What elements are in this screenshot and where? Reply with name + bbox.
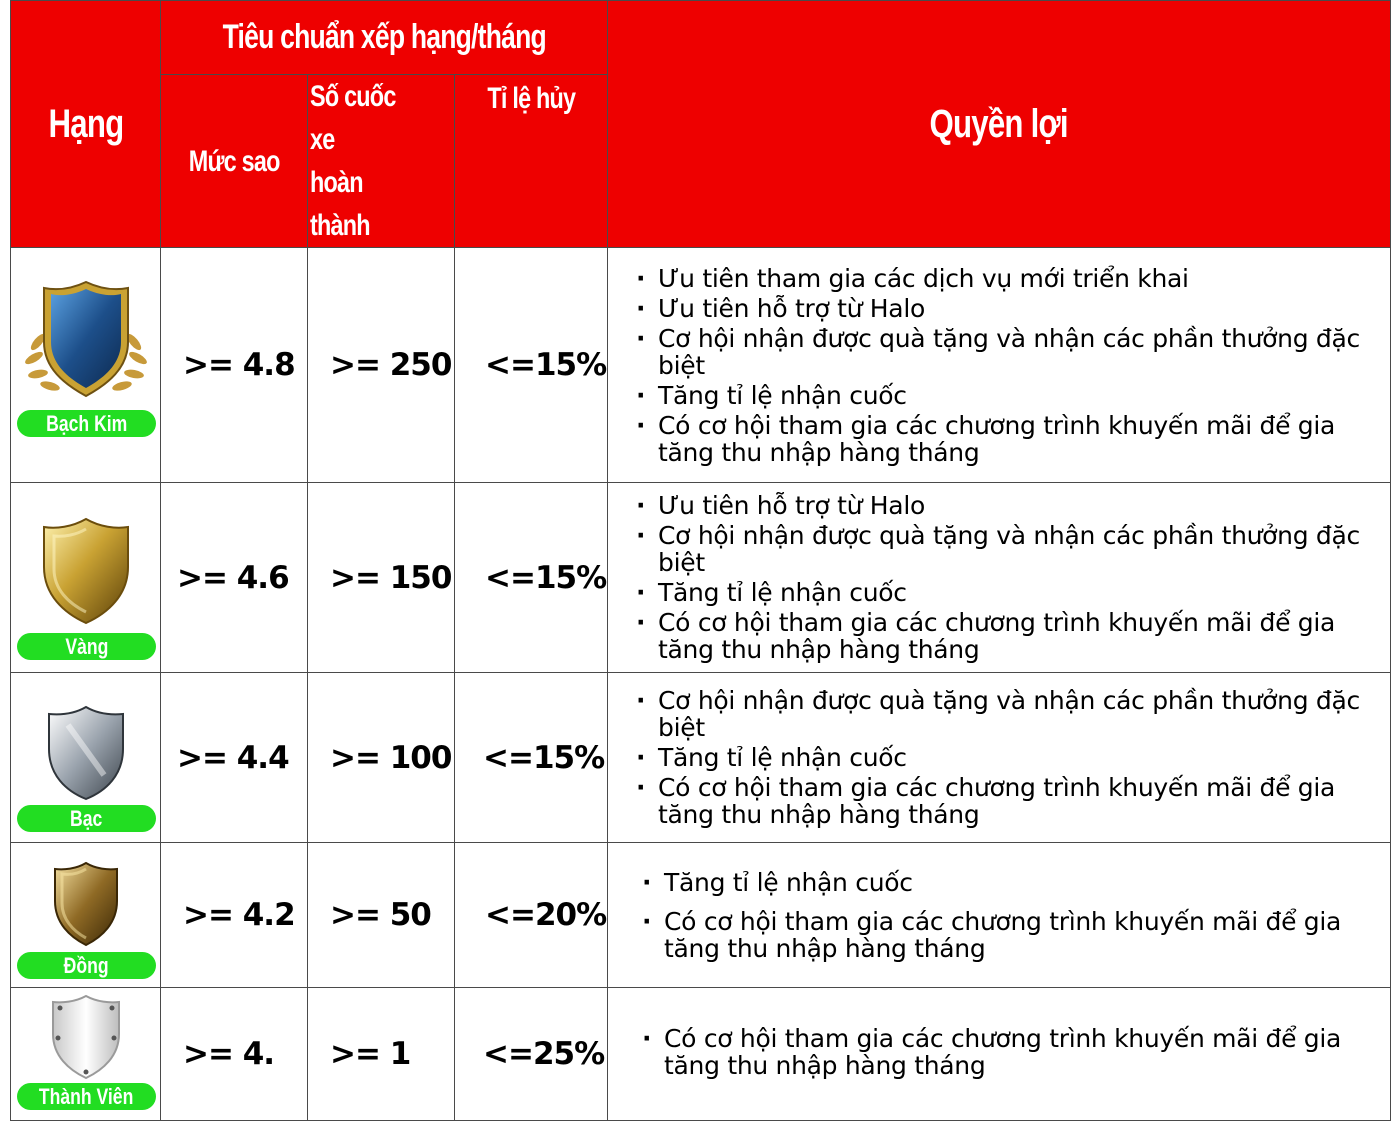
rides-value: >= 100 (308, 673, 455, 843)
benefit-item: · Tăng tỉ lệ nhận cuốc (642, 869, 1372, 896)
benefits-cell (608, 248, 1391, 483)
stars-value: >= 4.8 (161, 248, 308, 483)
stars-value: >= 4.4 (161, 673, 308, 843)
benefits-cell (608, 673, 1391, 843)
platinum-shield-icon (24, 280, 148, 400)
header-stars: Mức sao (161, 75, 308, 248)
table-row (11, 248, 1391, 483)
benefit-item: · Ưu tiên hỗ trợ từ Halo (636, 492, 1372, 519)
table-row (11, 483, 1391, 673)
tier-cell (11, 483, 161, 673)
benefit-item: · Tăng tỉ lệ nhận cuốc (636, 579, 1372, 606)
benefit-item: · Cơ hội nhận được quà tặng và nhận các phần thưởng đặc biệt (636, 687, 1372, 741)
benefit-item: · Ưu tiên tham gia các dịch vụ mới triển khai (636, 265, 1372, 292)
stars-value: >= 4.2 (161, 843, 308, 988)
table-row (11, 673, 1391, 843)
benefits-cell (608, 483, 1391, 673)
cancel-value: <=15% (455, 248, 608, 483)
member-shield-icon (50, 994, 122, 1080)
stars-value: >= 4.6 (161, 483, 308, 673)
bronze-shield-icon (52, 861, 120, 947)
gold-shield-icon (40, 517, 132, 625)
header-rides: Số cuốc xe hoàn thành (308, 75, 455, 248)
cancel-value: <=25% (455, 988, 608, 1121)
rides-value: >= 1 (308, 988, 455, 1121)
benefits-cell (608, 843, 1391, 988)
tier-badge: Vàng (17, 633, 156, 660)
benefit-item: · Có cơ hội tham gia các chương trình khuyến mãi để gia tăng thu nhập hàng tháng (642, 1025, 1372, 1079)
rank-table (10, 0, 1391, 1121)
benefit-item: · Có cơ hội tham gia các chương trình khuyến mãi để gia tăng thu nhập hàng tháng (636, 412, 1372, 466)
tier-cell (11, 248, 161, 483)
table-row (11, 988, 1391, 1121)
cancel-value: <=15% (455, 673, 608, 843)
stars-value: >= 4. (161, 988, 308, 1121)
cancel-value: <=15% (455, 483, 608, 673)
header-cancel: Tỉ lệ hủy (455, 75, 608, 248)
table-row (11, 843, 1391, 988)
header-rank: Hạng (11, 1, 161, 248)
silver-shield-icon (46, 705, 126, 801)
tier-badge: Bạch Kim (17, 410, 156, 437)
tier-cell (11, 673, 161, 843)
benefit-item: · Cơ hội nhận được quà tặng và nhận các phần thưởng đặc biệt (636, 522, 1372, 576)
tier-badge: Đồng (17, 952, 156, 979)
rides-value: >= 50 (308, 843, 455, 988)
benefit-item: · Cơ hội nhận được quà tặng và nhận các phần thưởng đặc biệt (636, 325, 1372, 379)
benefit-item: · Ưu tiên hỗ trợ từ Halo (636, 295, 1372, 322)
benefit-item: · Tăng tỉ lệ nhận cuốc (636, 382, 1372, 409)
tier-badge: Bạc (17, 805, 156, 832)
header-benefits: Quyền lợi (608, 1, 1391, 248)
tier-cell (11, 988, 161, 1121)
benefit-item: · Có cơ hội tham gia các chương trình khuyến mãi để gia tăng thu nhập hàng tháng (636, 609, 1372, 663)
rides-value: >= 150 (308, 483, 455, 673)
header-criteria: Tiêu chuẩn xếp hạng/tháng (161, 1, 608, 75)
tier-cell (11, 843, 161, 988)
benefit-item: · Tăng tỉ lệ nhận cuốc (636, 744, 1372, 771)
rides-value: >= 250 (308, 248, 455, 483)
benefits-cell (608, 988, 1391, 1121)
benefit-item: · Có cơ hội tham gia các chương trình khuyến mãi để gia tăng thu nhập hàng tháng (642, 908, 1372, 962)
benefit-item: · Có cơ hội tham gia các chương trình khuyến mãi để gia tăng thu nhập hàng tháng (636, 774, 1372, 828)
tier-badge: Thành Viên (17, 1083, 156, 1110)
cancel-value: <=20% (455, 843, 608, 988)
